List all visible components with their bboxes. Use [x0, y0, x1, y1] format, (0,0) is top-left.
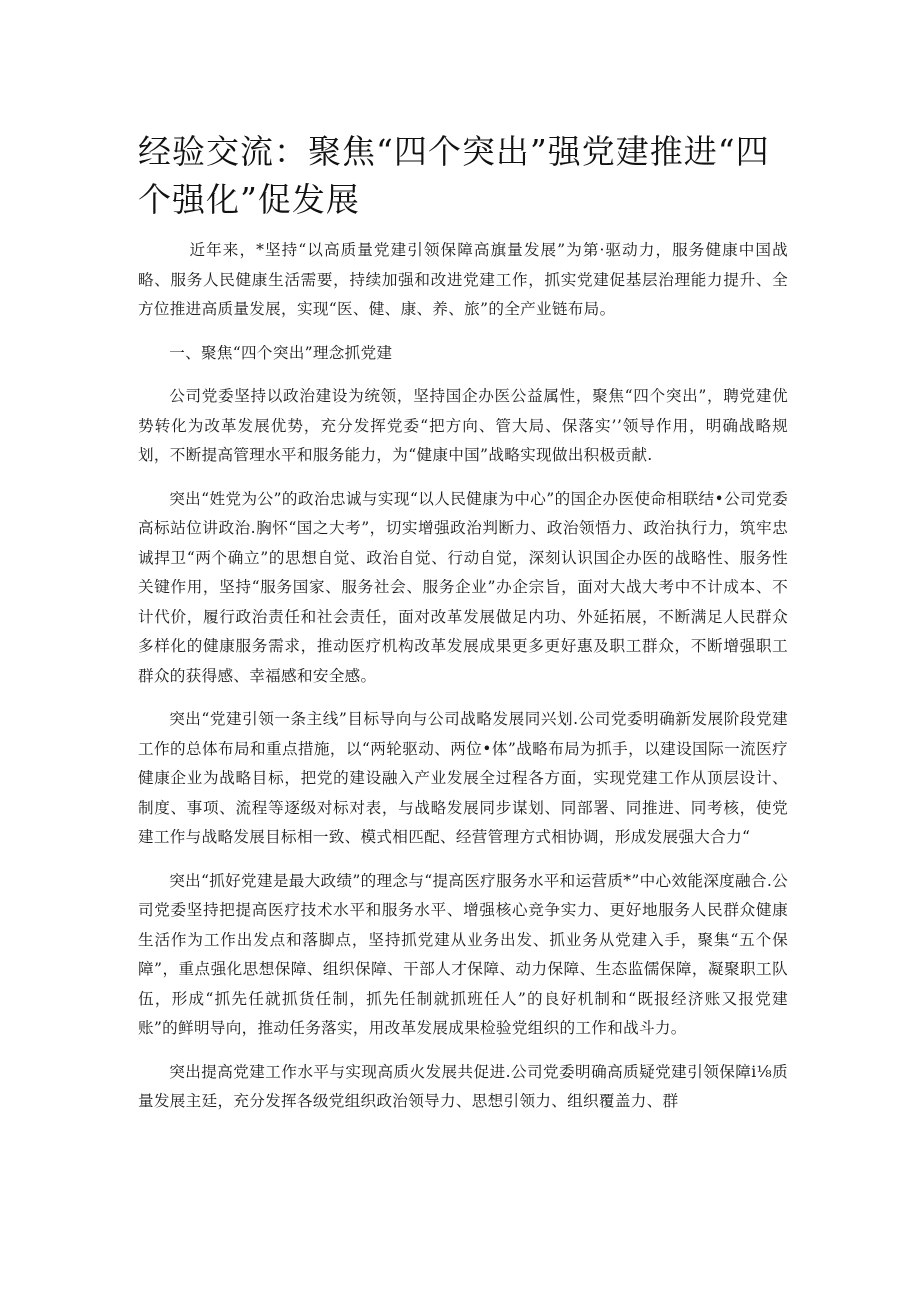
document-title: 经验交流：聚焦“四个突出”强党建推进“四个强化”促发展 [138, 132, 770, 219]
intro-paragraph: 近年来，*坚持“以高质量党建引领保障高旗量发展”为第·驱动力，服务健康中国战略、服务人民健康生活需要，持续加强和改进党建工作，抓实党建促基层治理能力提升、全方位推进高质量发展，实现“医、健、康、养、旅”的全产业链布局。 [138, 241, 788, 318]
section-heading: 一、聚焦“四个突出”理念抓党建 [169, 343, 393, 362]
body-paragraph: 突出提高党建工作水平与实现高质火发展共促进.公司党委明确高质疑党建引领保障i⅛质量发展主廷，充分发挥各级党组织政治领导力、思想引领力、组织覆盖力、群 [138, 1062, 788, 1110]
document-body [138, 236, 788, 1131]
body-paragraph: 突出“姓党为公”的政治忠诚与实现“以人民健康为中心”的国企办医使命相联结•公司党委高标站位讲政治.胸怀“国之大考”，切实增强政治判断力、政治领悟力、政治执行力，筑牢忠诚捍卫“两个确立”的思想自觉、政治自觉、行动自觉，深刻认识国企办医的战略性、服务性关键作用，坚持“服务国家、服务社会、服务企业”办企宗旨，面对大战大考中不计成本、不计代价，履行政治责任和社会责任，面对改革发展做足内功、外延拓展，不断满足人民群众多样化的健康服务需求，推动医疗机构改革发展成果更多更好惠及职工群众，不断增强职工群众的获得感、幸福感和安全感。 [138, 489, 788, 685]
document-page [138, 0, 788, 1301]
body-paragraph: 突出“抓好党建是最大政绩”的理念与“提高医疗服务水平和运营质*”中心效能深度融合.公司党委坚持把提高医疗技术水平和服务水平、增强核心竞争实力、更好地服务人民群众健康生活作为工作出发点和落脚点，坚持抓党建从业务出发、抓业务从党建入手，聚集“五个保障”，重点强化思想保障、组织保障、干部人才保障、动力保障、生态监儒保障，凝聚职工队伍，形成“抓先任就抓货任制，抓先任制就抓班任人”的良好机制和“既报经济账又报党建账”的鲜明导向，推动任务落实，用改革发展成果检验党组织的工作和战斗力。 [138, 871, 788, 1037]
body-paragraph: 突出“党建引领一条主线”目标导向与公司战略发展同兴划.公司党委明确新发展阶段党建工作的总体布局和重点措施，以“两轮驱动、两位•体”战略布局为抓手，以建设国际一流医疗健康企业为战略目标，把党的建设融入产业发展全过程各方面，实现党建工作从顶层设计、制度、事项、流程等逐级对标对表，与战略发展同步谋划、同部署、同推进、同考核，使党建工作与战略发展目标相一致、模式相匹配、经营管理方式相协调，形成发展强大合力“ [138, 710, 788, 846]
body-paragraph: 公司党委坚持以政治建设为统领，坚持国企办医公益属性，聚焦“四个突出”，聘党建优势转化为改革发展优势，充分发挥党委“把方向、管大局、保落实’’领导作用，明确战略规划，不断提高管理水平和服务能力，为“健康中国”战略实现做出积极贡献. [138, 387, 788, 464]
